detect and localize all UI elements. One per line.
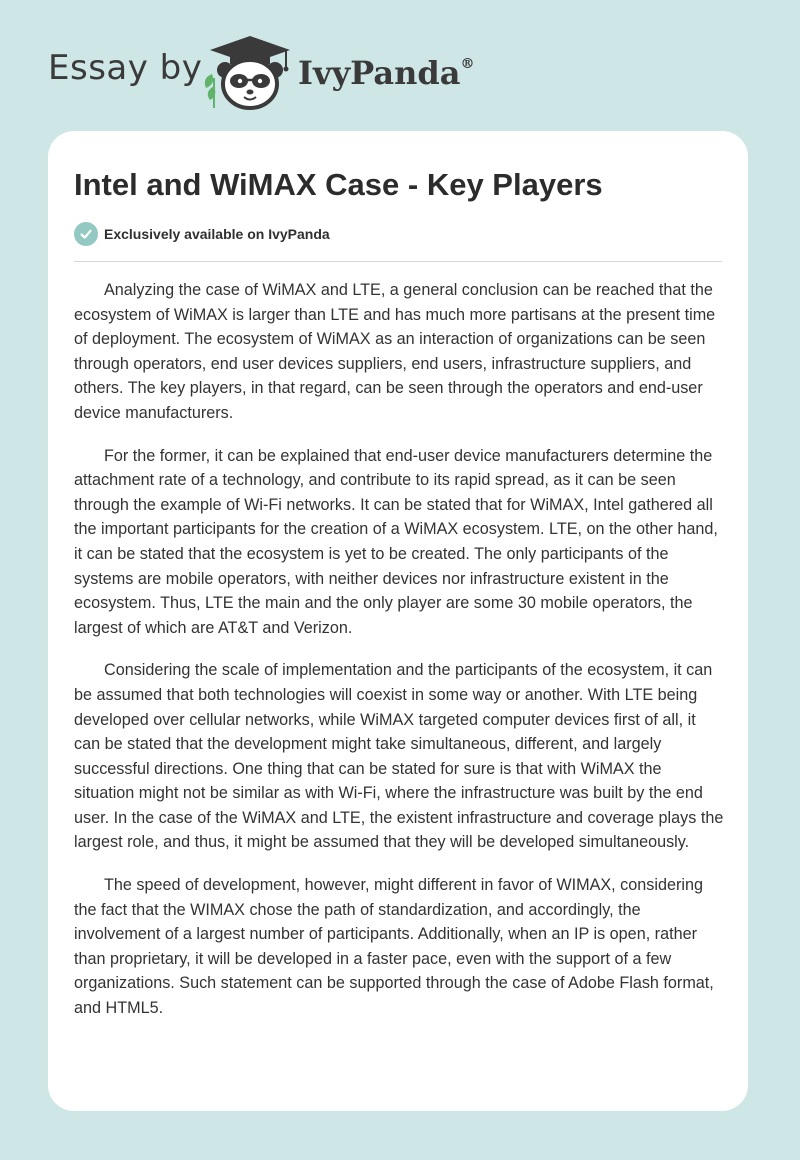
essay-by-label: Essay by [48, 48, 203, 88]
checkmark-icon [74, 222, 98, 246]
exclusive-badge [74, 222, 330, 246]
exclusive-label: Exclusively available on IvyPanda [104, 226, 330, 242]
article-card [48, 131, 748, 1111]
site-header [0, 0, 800, 130]
brand-text: IvyPanda [298, 54, 461, 92]
page-title: Intel and WiMAX Case - Key Players [74, 167, 603, 202]
paragraph: Analyzing the case of WiMAX and LTE, a general conclusion can be reached that the ecosystem of WiMAX is larger than LTE and has much more partisans at the present time of deployment. The ecosystem of WiMAX as an interaction of organizations can be seen through operators, end user devices suppliers, end users, infrastructure suppliers, and others. The key players, in that regard, can be seen through the operators and end-user device manufacturers. [74, 281, 716, 422]
panda-graduate-icon[interactable] [200, 34, 292, 110]
paragraph: Considering the scale of implementation and the participants of the ecosystem, it can be assumed that both technologies will coexist in some way or another. With LTE being developed over cellular networks, while WiMAX targeted computer devices first of all, it can be stated that the development might take simultaneous, different, and largely successful directions. One thing that can be stated for sure is that with WiMAX the situation might not be similar as with Wi-Fi, where the infrastructure was built by the end user. In the case of the WiMAX and LTE, the existent infrastructure and coverage plays the largest role, and thus, it might be assumed that they will be developed simultaneously. [74, 661, 724, 852]
divider [74, 261, 722, 262]
paragraph: For the former, it can be explained that end-user device manufacturers determine the attachment rate of a technology, and contribute to its rapid spread, as it can be seen through the example of Wi-Fi networks. It can be stated that for WiMAX, Intel gathered all the important participants for the creation of a WiMAX ecosystem. LTE, on the other hand, it can be stated that the ecosystem is yet to be created. The only participants of the systems are mobile operators, with neither devices nor infrastructure existent in the ecosystem. Thus, LTE the main and the only player are some 30 mobile operators, the largest of which are AT&T and Verizon. [74, 446, 718, 637]
registered-mark: ® [460, 56, 475, 72]
brand-name[interactable] [298, 54, 474, 92]
paragraph: The speed of development, however, might different in favor of WIMAX, considering the fact that the WIMAX chose the path of standardization, and accordingly, the involvement of a largest number of participants. Additionally, when an IP is open, rather than proprietary, it will be developed in a faster pace, even with the support of a few organizations. Such statement can be supported through the case of Adobe Flash format, and HTML5. [74, 876, 714, 1018]
article-body [74, 278, 724, 1039]
